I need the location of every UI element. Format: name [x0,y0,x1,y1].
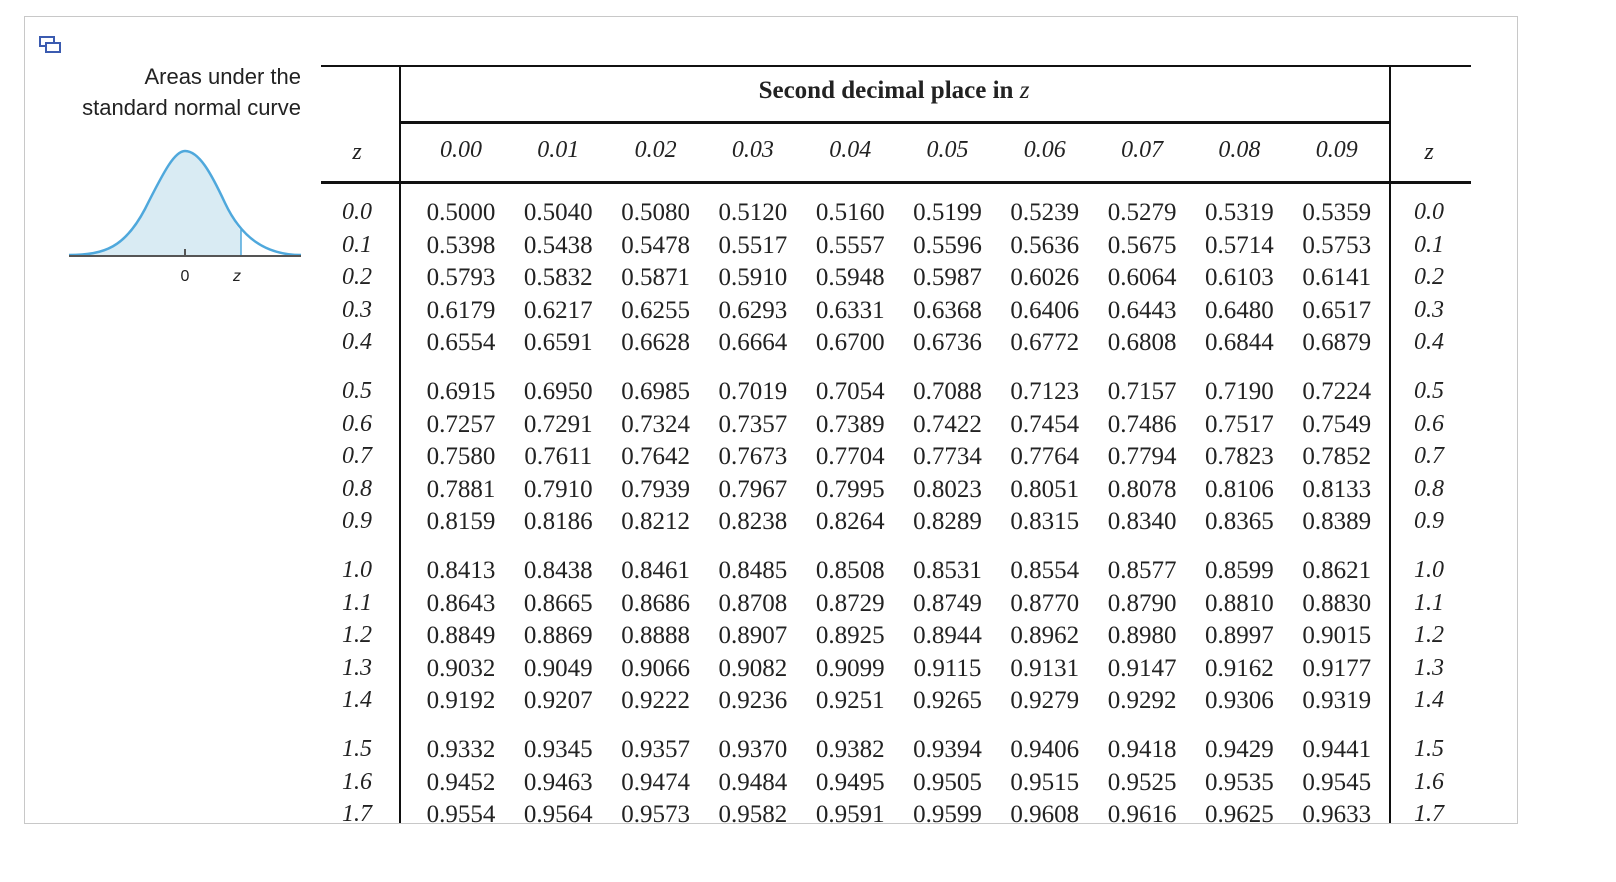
row-z-right: 1.1 [1414,589,1444,616]
table-cell: 0.8708 [718,589,788,617]
table-cell: 0.9177 [1302,654,1372,682]
right-divider [1389,65,1391,824]
table-cell: 0.5636 [1010,231,1080,259]
table-cell: 0.5596 [913,231,982,259]
table-cell: 0.7794 [1107,443,1177,471]
table-cell: 0.9345 [523,736,593,763]
table-cell: 0.8749 [913,589,982,617]
table-cell: 0.7054 [815,378,885,405]
table-cell: 0.9162 [1205,654,1274,682]
table-cell: 0.9370 [718,736,788,763]
popout-icon[interactable] [39,35,61,53]
table-cell: 0.8577 [1107,557,1177,584]
table-cell: 0.6844 [1205,329,1274,357]
table-cell: 0.8461 [621,557,690,584]
row-z-left: 1.4 [342,687,372,714]
row-z-left: 0.6 [342,410,372,437]
table-cell: 0.5279 [1107,199,1177,226]
table-cell: 0.9441 [1302,736,1372,763]
table-cell: 0.7123 [1010,378,1080,405]
table-cell: 0.8770 [1010,589,1080,617]
table-cell: 0.9236 [718,687,788,715]
table-cell: 0.9429 [1205,736,1274,763]
table-cell: 0.9625 [1205,801,1274,824]
table-cell: 0.6517 [1302,296,1372,324]
row-z-right: 1.6 [1414,768,1444,795]
table-cell: 0.5517 [718,231,788,259]
table-cell: 0.8621 [1302,557,1372,584]
row-z-right: 1.2 [1414,622,1444,649]
table-cell: 0.5557 [815,231,885,259]
table-cell: 0.5478 [621,231,690,259]
table-cell: 0.8023 [913,475,982,503]
table-cell: 0.9582 [718,801,788,824]
row-z-left: 0.4 [342,329,372,356]
row-z-left: 1.0 [342,557,372,583]
table-cell: 0.5675 [1107,231,1177,259]
table-cell: 0.5987 [913,264,982,292]
table-cell: 0.8485 [718,557,788,584]
left-divider [399,65,401,824]
table-cell: 0.5871 [621,264,690,292]
table-cell: 0.7291 [523,410,593,438]
table-cell: 0.7580 [426,443,496,471]
table-cell: 0.9591 [815,801,885,824]
row-z-left: 0.0 [342,199,372,225]
table-cell: 0.7852 [1302,443,1372,471]
row-z-left: 0.9 [342,508,372,535]
table-cell: 0.7190 [1205,378,1274,405]
table-cell: 0.9207 [523,687,593,715]
row-z-right: 0.1 [1414,231,1444,258]
shaded-area [69,151,241,255]
table-cell: 0.8810 [1205,589,1274,617]
table-cell: 0.9495 [815,768,885,796]
table-cell: 0.9131 [1010,654,1080,682]
table-cell: 0.6554 [426,329,496,357]
table-cell: 0.9147 [1107,654,1177,682]
table-cell: 0.8643 [426,589,496,617]
column-header: 0.06 [1023,137,1066,163]
row-z-left: 1.6 [342,768,372,795]
table-cell: 0.7257 [426,410,496,438]
table-cell: 0.8106 [1205,475,1274,503]
table-cell: 0.7389 [815,410,885,438]
table-cell: 0.9032 [426,654,496,682]
table-cell: 0.6808 [1107,329,1177,357]
table-cell: 0.7939 [621,475,690,503]
table-cell: 0.9332 [426,736,496,763]
table-cell: 0.8729 [815,589,885,617]
axis-zero-label: 0 [180,268,190,285]
table-cell: 0.7224 [1302,378,1372,405]
table-cell: 0.9251 [815,687,885,715]
table-cell: 0.9418 [1107,736,1177,763]
table-cell: 0.7910 [523,475,593,503]
table-cell: 0.8340 [1107,508,1177,536]
caption-line-2: standard normal curve [82,95,301,120]
row-z-left: 1.3 [342,654,372,681]
table-viewer [24,16,1518,824]
row-z-left: 1.2 [342,622,372,649]
table-cell: 0.7019 [718,378,788,405]
table-cell: 0.7157 [1107,378,1177,405]
table-cell: 0.8869 [523,622,593,650]
z-header-right: z [1424,139,1434,165]
table-cell: 0.9115 [913,654,982,682]
table-cell: 0.6141 [1302,264,1372,292]
row-z-right: 1.4 [1414,687,1444,714]
table-cell: 0.9015 [1302,622,1372,650]
table-cell: 0.6255 [621,296,690,324]
table-cell: 0.9049 [523,654,593,682]
table-cell: 0.8599 [1205,557,1274,584]
table-cell: 0.8186 [523,508,593,536]
table-cell: 0.9066 [621,654,690,682]
table-cell: 0.6217 [523,296,593,324]
table-cell: 0.8907 [718,622,788,650]
table-cell: 0.9616 [1107,801,1177,824]
table-cell: 0.8508 [815,557,885,584]
column-header: 0.04 [829,137,872,163]
table-cell: 0.6368 [913,296,982,324]
table-cell: 0.5753 [1302,231,1372,259]
table-cell: 0.8790 [1107,589,1177,617]
row-z-right: 0.7 [1414,443,1444,470]
table-cell: 0.7549 [1302,410,1372,438]
table-cell: 0.6443 [1107,296,1177,324]
header-bottom-rule [321,181,1471,184]
table-cell: 0.8925 [815,622,885,650]
z-header-left: z [352,139,362,165]
table-cell: 0.6064 [1107,264,1177,292]
table-cell: 0.8238 [718,508,788,536]
table-cell: 0.5000 [426,199,496,226]
table-cell: 0.8289 [913,508,982,536]
row-z-right: 0.4 [1414,329,1444,356]
table-cell: 0.8686 [621,589,690,617]
table-cell: 0.5319 [1205,199,1274,226]
row-z-right: 0.5 [1414,378,1444,404]
row-z-left: 0.7 [342,443,372,470]
table-cell: 0.6026 [1010,264,1080,292]
table-cell: 0.8849 [426,622,496,650]
table-cell: 0.7704 [815,443,885,471]
table-cell: 0.6915 [426,378,496,405]
table-cell: 0.9319 [1302,687,1372,715]
table-cell: 0.9222 [621,687,690,715]
table-cell: 0.8962 [1010,622,1080,650]
table-cell: 0.5160 [815,199,885,226]
table-cell: 0.9279 [1010,687,1080,715]
table-cell: 0.9608 [1010,801,1080,824]
table-cell: 0.9406 [1010,736,1080,763]
table-cell: 0.5832 [523,264,593,292]
table-cell: 0.6736 [913,329,982,357]
table-cell: 0.8051 [1010,475,1080,503]
row-z-left: 0.1 [342,231,372,258]
column-header: 0.07 [1121,137,1164,163]
row-z-left: 1.5 [342,736,372,762]
table-cell: 0.7422 [913,410,982,438]
row-z-right: 1.7 [1414,801,1444,824]
table-cell: 0.6331 [815,296,885,324]
table-title-text: Second decimal place in [758,77,1014,104]
row-z-right: 0.2 [1414,264,1444,291]
figure-caption [55,61,301,123]
table-cell: 0.9452 [426,768,496,796]
table-cell: 0.9545 [1302,768,1372,796]
table-cell: 0.6700 [815,329,885,357]
table-cell: 0.9192 [426,687,496,715]
table-cell: 0.6985 [621,378,690,405]
table-cell: 0.6179 [426,296,496,324]
table-cell: 0.9573 [621,801,690,824]
table-cell: 0.9505 [913,768,982,796]
table-cell: 0.7642 [621,443,690,471]
table-cell: 0.5398 [426,231,496,259]
table-cell: 0.8980 [1107,622,1177,650]
table-cell: 0.9515 [1010,768,1080,796]
table-title-var: z [1019,77,1030,104]
row-z-right: 0.6 [1414,410,1444,437]
table-cell: 0.5239 [1010,199,1080,226]
table-cell: 0.9484 [718,768,788,796]
table-cell: 0.9292 [1107,687,1177,715]
table-cell: 0.6664 [718,329,788,357]
table-cell: 0.9525 [1107,768,1177,796]
table-cell: 0.8389 [1302,508,1372,536]
table-cell: 0.7995 [815,475,885,503]
table-cell: 0.6406 [1010,296,1080,324]
table-cell: 0.7823 [1205,443,1274,471]
table-cell: 0.9599 [913,801,982,824]
column-header: 0.03 [731,137,774,163]
table-cell: 0.8888 [621,622,690,650]
table-cell: 0.8944 [913,622,982,650]
row-z-right: 1.0 [1414,557,1444,583]
table-title [399,77,1389,105]
title-underline [399,121,1391,124]
table-cell: 0.5438 [523,231,593,259]
table-cell: 0.9082 [718,654,788,682]
table-cell: 0.6879 [1302,329,1372,357]
table-cell: 0.9099 [815,654,885,682]
table-cell: 0.8413 [426,557,496,584]
table-cell: 0.9535 [1205,768,1274,796]
table-cell: 0.8212 [621,508,690,536]
table-cell: 0.8264 [815,508,885,536]
normal-curve-figure [65,139,305,289]
column-header: 0.00 [440,137,482,163]
table-top-rule [321,65,1471,67]
table-cell: 0.7088 [913,378,982,405]
table-cell: 0.5793 [426,264,496,292]
column-header: 0.08 [1218,137,1261,163]
table-cell: 0.9265 [913,687,982,715]
table-cell: 0.8159 [426,508,496,536]
table-cell: 0.8830 [1302,589,1372,617]
table-cell: 0.7486 [1107,410,1177,438]
table-cell: 0.7611 [524,443,593,471]
table-cell: 0.8531 [913,557,982,584]
table-cell: 0.6628 [621,329,690,357]
table-cell: 0.5040 [523,199,593,226]
table-cell: 0.9474 [621,768,690,796]
table-cell: 0.7517 [1205,410,1274,438]
table-cell: 0.7764 [1010,443,1080,471]
table-cell: 0.7454 [1010,410,1080,438]
table-cell: 0.6480 [1205,296,1274,324]
table-cell: 0.7673 [718,443,788,471]
table-cell: 0.9564 [523,801,593,824]
table-cell: 0.5948 [815,264,885,292]
table-cell: 0.9306 [1205,687,1274,715]
table-cell: 0.5120 [718,199,788,226]
table-cell: 0.9357 [621,736,690,763]
row-z-left: 0.5 [342,378,372,404]
column-header: 0.01 [537,137,580,163]
column-header: 0.09 [1315,137,1358,163]
row-z-right: 1.5 [1414,736,1444,762]
table-cell: 0.5080 [621,199,690,226]
table-cell: 0.8365 [1205,508,1274,536]
row-z-right: 0.9 [1414,508,1444,535]
table-cell: 0.8438 [523,557,593,584]
table-cell: 0.6591 [523,329,593,357]
table-cell: 0.5199 [913,199,982,226]
row-z-left: 1.7 [342,801,372,824]
table-cell: 0.9633 [1302,801,1372,824]
row-z-left: 0.3 [342,296,372,323]
column-header: 0.02 [634,137,677,163]
row-z-right: 0.0 [1414,199,1444,225]
table-cell: 0.8997 [1205,622,1274,650]
table-cell: 0.6103 [1205,264,1274,292]
column-header: 0.05 [926,137,969,163]
table-cell: 0.9463 [523,768,593,796]
table-cell: 0.5359 [1302,199,1372,226]
axis-z-label: z [233,268,241,285]
row-z-right: 0.3 [1414,296,1444,323]
table-cell: 0.7734 [913,443,982,471]
table-cell: 0.6772 [1010,329,1080,357]
table-cell: 0.9394 [913,736,982,763]
table-cell: 0.8665 [523,589,593,617]
table-cell: 0.5910 [718,264,788,292]
table-cell: 0.9382 [815,736,885,763]
row-z-left: 0.8 [342,475,372,502]
row-z-right: 1.3 [1414,654,1444,681]
table-cell: 0.7357 [718,410,788,438]
table-cell: 0.7967 [718,475,788,503]
row-z-right: 0.8 [1414,475,1444,502]
table-cell: 0.9554 [426,801,496,824]
table-cell: 0.6293 [718,296,788,324]
table-cell: 0.8078 [1107,475,1177,503]
table-cell: 0.7324 [621,410,690,438]
caption-line-1: Areas under the [144,64,301,89]
table-cell: 0.6950 [523,378,593,405]
row-z-left: 0.2 [342,264,372,291]
table-cell: 0.8554 [1010,557,1080,584]
table-cell: 0.8315 [1010,508,1080,536]
table-cell: 0.8133 [1302,475,1372,503]
table-cell: 0.5714 [1205,231,1274,259]
table-cell: 0.7881 [426,475,496,503]
row-z-left: 1.1 [342,589,372,616]
